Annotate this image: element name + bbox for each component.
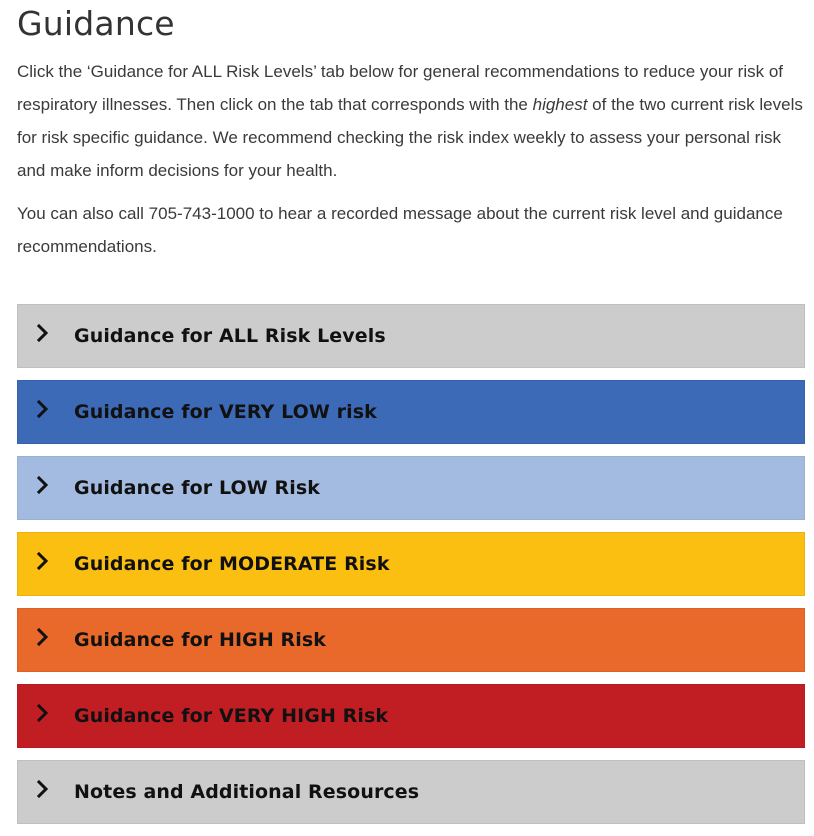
guidance-section xyxy=(17,0,805,263)
accordion-tab-very-low-risk[interactable] xyxy=(17,380,805,444)
accordion-tab-all-risk-levels[interactable] xyxy=(17,304,805,368)
chevron-right-icon xyxy=(35,627,51,647)
accordion-tab-label: Guidance for VERY HIGH Risk xyxy=(74,705,389,727)
chevron-right-icon xyxy=(35,779,51,799)
intro-text-start: Click the ‘Guidance for ALL Risk Levels’ tab below for general recommendations to reduce your risk of respiratory illnesses. Then click on the tab that corresponds with the xyxy=(17,62,784,114)
accordion-tab-notes-resources[interactable] xyxy=(17,760,805,824)
accordion-tab-label: Guidance for LOW Risk xyxy=(74,477,320,499)
intro-emphasis: highest xyxy=(532,95,588,114)
accordion-tab-label: Guidance for MODERATE Risk xyxy=(74,553,390,575)
accordion-tab-label: Guidance for VERY LOW risk xyxy=(74,401,377,423)
page-title: Guidance xyxy=(17,4,175,43)
accordion-tab-low-risk[interactable] xyxy=(17,456,805,520)
accordion-tab-very-high-risk[interactable] xyxy=(17,684,805,748)
accordion-tab-high-risk[interactable] xyxy=(17,608,805,672)
intro-paragraph xyxy=(17,55,805,187)
guidance-accordion xyxy=(17,304,805,836)
phone-paragraph: You can also call 705-743-1000 to hear a recorded message about the current risk level and guidance recommendations. xyxy=(17,204,783,256)
accordion-tab-label: Notes and Additional Resources xyxy=(74,781,420,803)
chevron-right-icon xyxy=(35,399,51,419)
chevron-right-icon xyxy=(35,551,51,571)
chevron-right-icon xyxy=(35,703,51,723)
chevron-right-icon xyxy=(35,475,51,495)
accordion-tab-label: Guidance for HIGH Risk xyxy=(74,629,327,651)
accordion-tab-moderate-risk[interactable] xyxy=(17,532,805,596)
chevron-right-icon xyxy=(35,323,51,343)
intro-text-end: of the two current risk levels for risk specific guidance. We recommend checking the risk index weekly to assess your personal risk and make inform decisions for your health. xyxy=(17,95,803,180)
accordion-tab-label: Guidance for ALL Risk Levels xyxy=(74,325,386,347)
